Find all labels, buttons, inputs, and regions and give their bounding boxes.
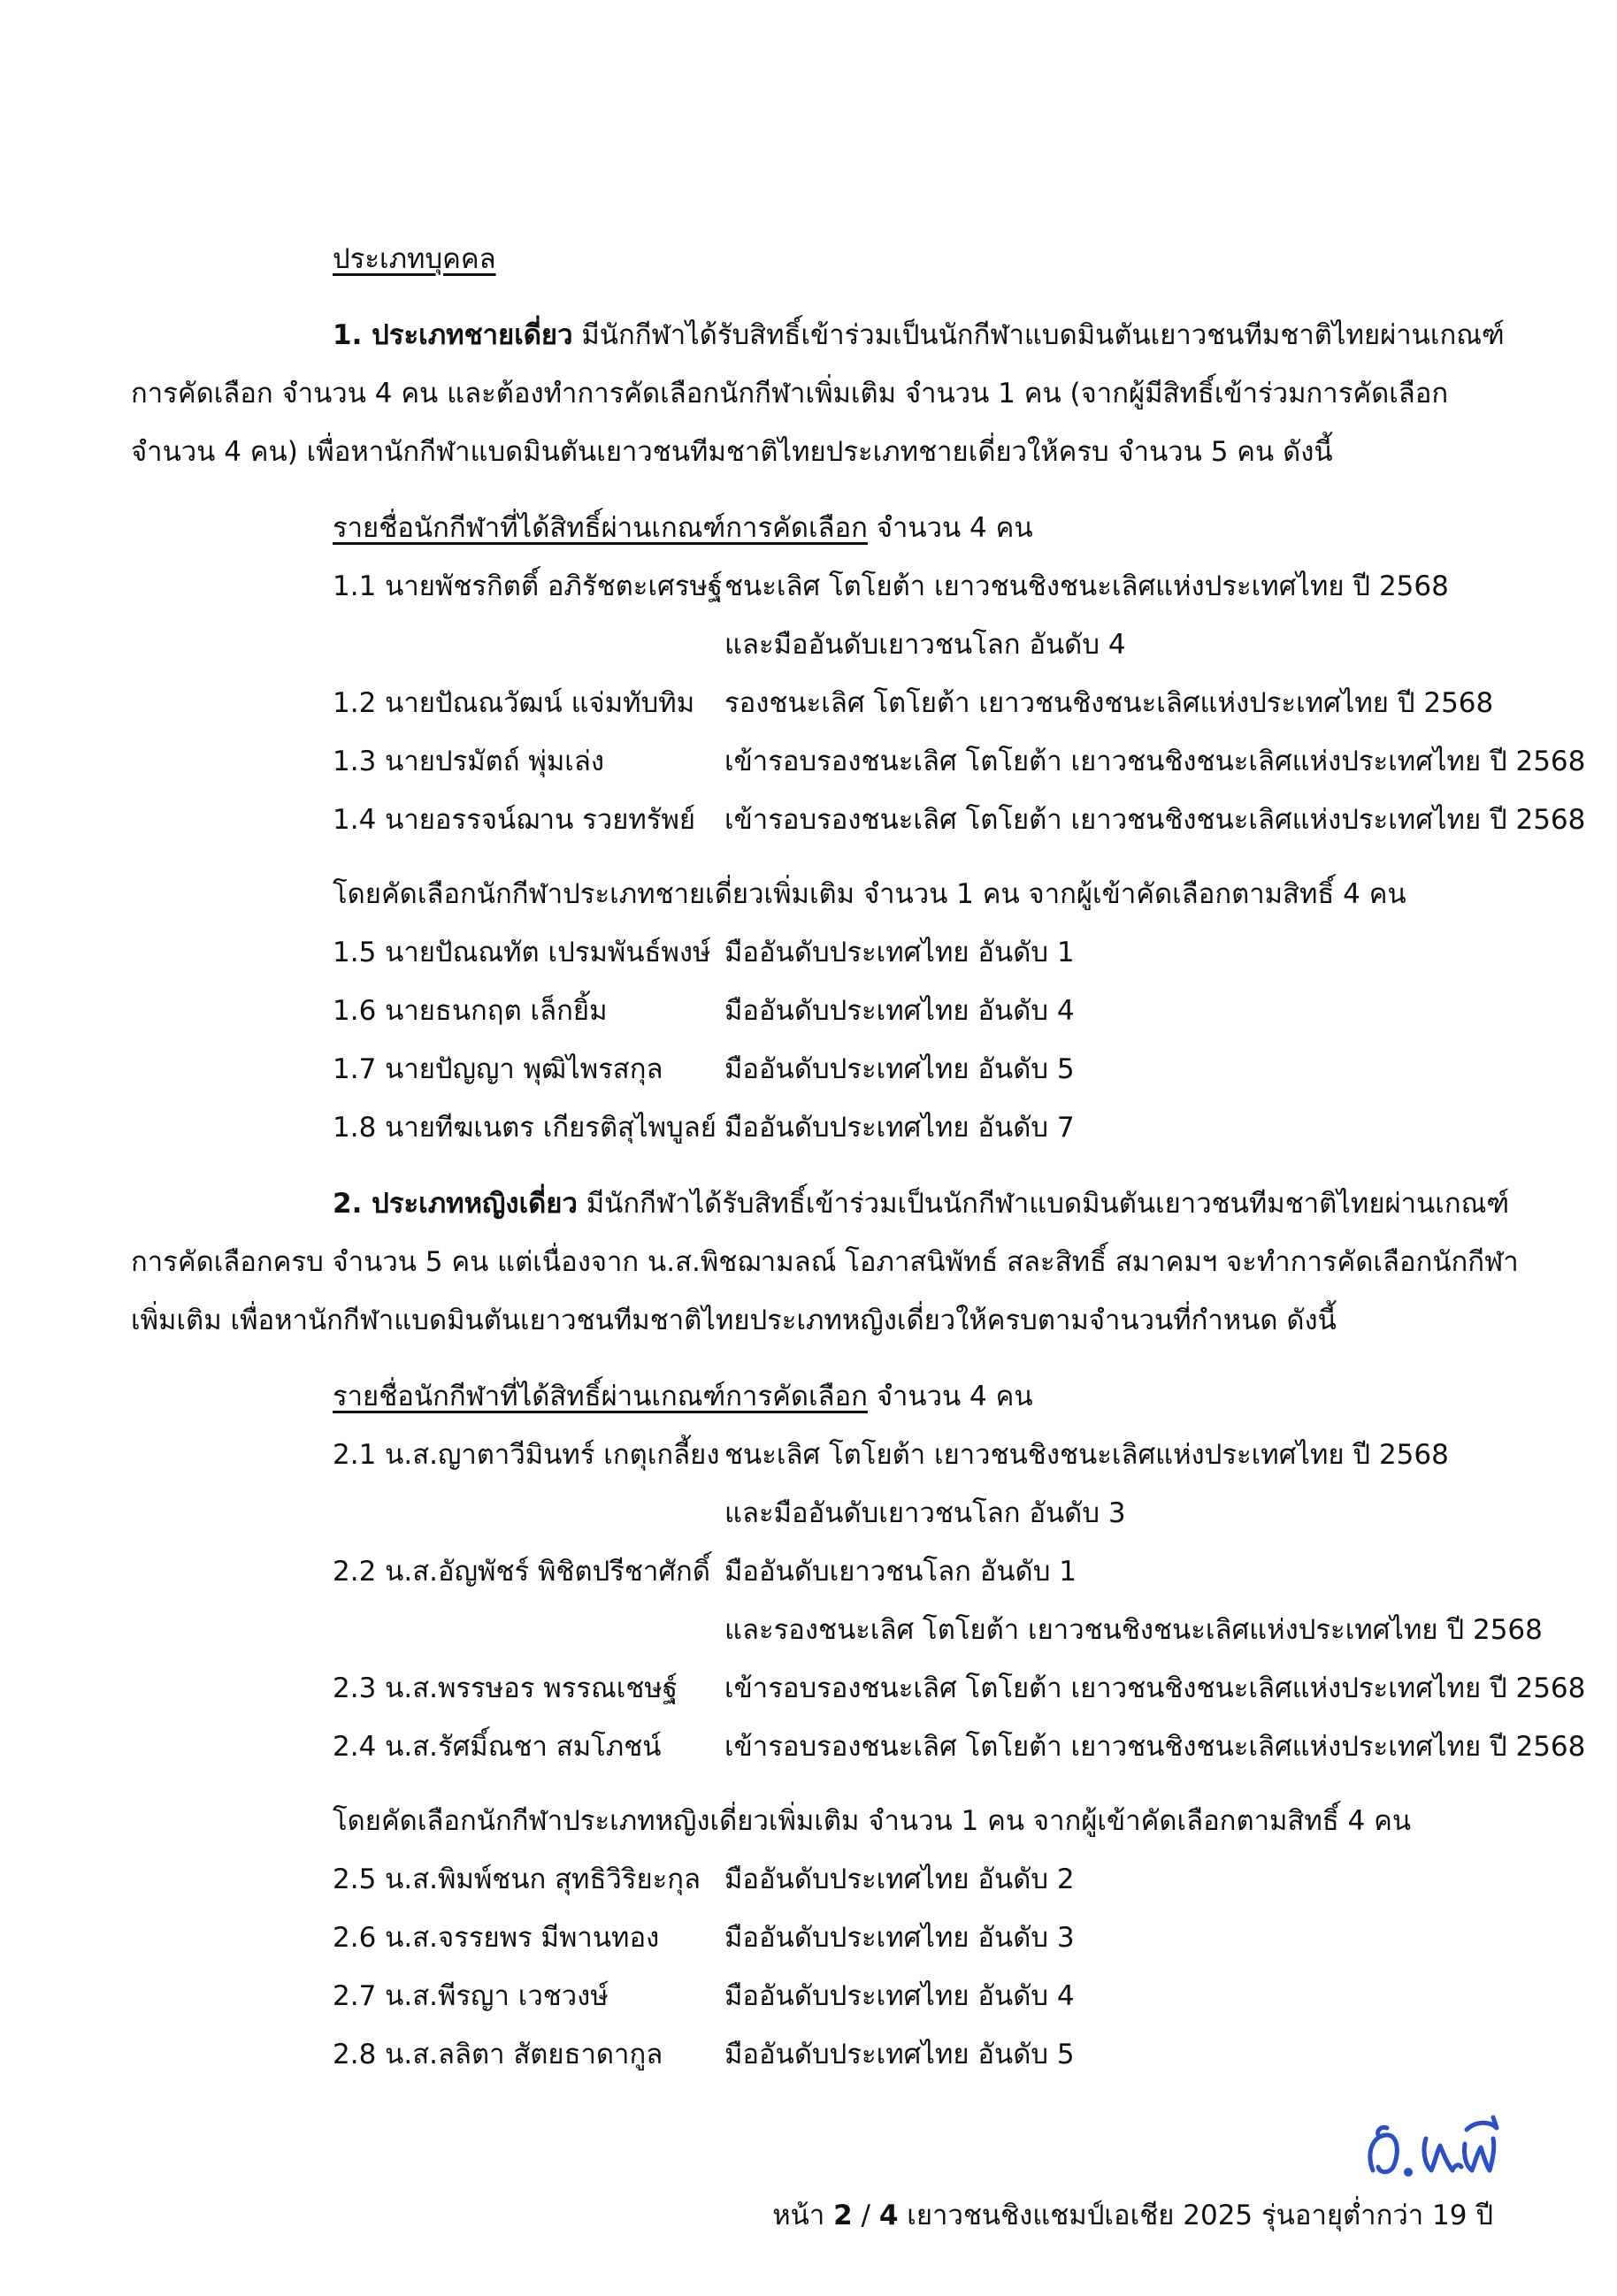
part2-intro-line-3: เพิ่มเติม เพื่อหานักกีฬาแบดมินตันเยาวชนทีมชาติไทยประเภทหญิงเดี่ยวให้ครบตามจำนวนที่กำหนด ดังนี้	[131, 1305, 1337, 1336]
athlete-achievement: เข้ารอบรองชนะเลิศ โตโยต้า เยาวชนชิงชนะเลิศแห่งประเทศไทย ปี 2568	[724, 1672, 1586, 1704]
list-item	[333, 1850, 1536, 1909]
footer-caption: เยาวชนชิงแชมป์เอเชีย 2025 รุ่นอายุต่ำกว่า 19 ปี	[907, 2200, 1493, 2231]
athlete-achievement: ชนะเลิศ โตโยต้า เยาวชนชิงชนะเลิศแห่งประเทศไทย ปี 2568	[724, 1439, 1449, 1471]
part2-extra-intro: โดยคัดเลือกนักกีฬาประเภทหญิงเดี่ยวเพิ่มเติม จำนวน 1 คน จากผู้เข้าคัดเลือกตามสิทธิ์ 4 คน	[333, 1805, 1412, 1837]
athlete-name: 2.2 น.ส.อัญพัชร์ พิชิตปรีชาศักดิ์	[333, 1556, 710, 1588]
list-item	[333, 1909, 1536, 1967]
part2-intro-line-2: การคัดเลือกครบ จำนวน 5 คน แต่เนื่องจาก น.ส.พิชฌามลณ์ โอภาสนิพัทธ์ สละสิทธิ์ สมาคมฯ จะทำการคัดเลือกนักกีฬา	[131, 1246, 1519, 1278]
athlete-achievement: เข้ารอบรองชนะเลิศ โตโยต้า เยาวชนชิงชนะเลิศแห่งประเทศไทย ปี 2568	[724, 1731, 1586, 1763]
athlete-name: 2.5 น.ส.พิมพ์ชนก สุทธิวิริยะกุล	[333, 1864, 701, 1895]
part1-extra-intro: โดยคัดเลือกนักกีฬาประเภทชายเดี่ยวเพิ่มเติม จำนวน 1 คน จากผู้เข้าคัดเลือกตามสิทธิ์ 4 คน	[333, 878, 1406, 910]
athlete-name: 2.3 น.ส.พรรษอร พรรณเชษฐ์	[333, 1672, 678, 1704]
athlete-name: 1.2 นายปัณณวัฒน์ แจ่มทับทิม	[333, 687, 695, 719]
list-item	[333, 1718, 1586, 1776]
page-label: หน้า	[772, 2200, 825, 2231]
list-item	[333, 1967, 1536, 2025]
athlete-name: 1.5 นายปัณณทัต เปรมพันธ์พงษ์	[333, 937, 711, 968]
list-item	[333, 1659, 1586, 1718]
list-item	[333, 732, 1586, 791]
list-item	[333, 982, 1536, 1040]
part2-heading: 2. ประเภทหญิงเดี่ยว	[333, 1188, 578, 1220]
athlete-ranking: มืออันดับประเทศไทย อันดับ 5	[724, 2039, 1075, 2070]
list-item	[333, 1426, 1536, 1484]
page-footer	[772, 2185, 1493, 2246]
athlete-name: 1.3 นายปรมัตถ์ พุ่มเล่ง	[333, 746, 605, 777]
list-item-continuation	[333, 616, 1536, 674]
athlete-achievement: เข้ารอบรองชนะเลิศ โตโยต้า เยาวชนชิงชนะเลิศแห่งประเทศไทย ปี 2568	[724, 746, 1586, 777]
athlete-achievement: รองชนะเลิศ โตโยต้า เยาวชนชิงชนะเลิศแห่งประเทศไทย ปี 2568	[724, 687, 1494, 719]
page-current: 2	[833, 2200, 853, 2231]
athlete-ranking: มืออันดับประเทศไทย อันดับ 5	[724, 1053, 1075, 1085]
section-title: ประเภทบุคคล	[333, 243, 496, 275]
athlete-name: 1.1 นายพัชรกิตติ์ อภิรัชตะเศรษฐ์	[333, 570, 723, 602]
list-item	[333, 791, 1586, 849]
part1-intro-line-2: การคัดเลือก จำนวน 4 คน และต้องทำการคัดเลือกนักกีฬาเพิ่มเติม จำนวน 1 คน (จากผู้มีสิทธิ์เข้าร่วมการคัดเลือก	[131, 378, 1449, 409]
list-item	[333, 2025, 1536, 2084]
athlete-name: 2.7 น.ส.พีรญา เวชวงษ์	[333, 1980, 609, 2012]
athlete-name: 2.1 น.ส.ญาตาวีมินทร์ เกตุเกลี้ยง	[333, 1439, 720, 1471]
athlete-name: 2.8 น.ส.ลลิตา สัตยธาดากูล	[333, 2039, 663, 2070]
handwritten-signature	[1360, 2108, 1502, 2188]
athlete-ranking: มืออันดับประเทศไทย อันดับ 2	[724, 1864, 1075, 1895]
list-item-continuation	[333, 1601, 1543, 1659]
list-item-continuation	[333, 1484, 1536, 1542]
page-total: 4	[878, 2200, 899, 2231]
athlete-ranking: มืออันดับประเทศไทย อันดับ 1	[724, 937, 1075, 968]
athlete-achievement: เข้ารอบรองชนะเลิศ โตโยต้า เยาวชนชิงชนะเลิศแห่งประเทศไทย ปี 2568	[724, 804, 1586, 836]
athlete-achievement: ชนะเลิศ โตโยต้า เยาวชนชิงชนะเลิศแห่งประเทศไทย ปี 2568	[724, 570, 1449, 602]
athlete-name: 1.6 นายธนกฤต เล็กยิ้ม	[333, 995, 608, 1027]
list-item	[333, 1040, 1536, 1098]
athlete-ranking: มืออันดับประเทศไทย อันดับ 7	[724, 1112, 1075, 1144]
athlete-ranking: มืออันดับประเทศไทย อันดับ 3	[724, 1922, 1075, 1954]
list-item	[333, 923, 1536, 982]
athlete-achievement-2: และมืออันดับเยาวชนโลก อันดับ 3	[724, 1497, 1126, 1529]
list-item	[333, 1098, 1536, 1157]
page-separator: /	[861, 2200, 870, 2231]
list-item	[333, 1542, 1536, 1601]
list-item	[333, 674, 1536, 732]
part1-heading: 1. ประเภทชายเดี่ยว	[333, 319, 573, 351]
part1-qualified-title: รายชื่อนักกีฬาที่ได้สิทธิ์ผ่านเกณฑ์การคัดเลือก จำนวน 4 คน	[333, 512, 1033, 544]
athlete-achievement-2: และรองชนะเลิศ โตโยต้า เยาวชนชิงชนะเลิศแห่งประเทศไทย ปี 2568	[724, 1614, 1543, 1646]
part2-intro-line-1: 2. ประเภทหญิงเดี่ยว มีนักกีฬาได้รับสิทธิ์เข้าร่วมเป็นนักกีฬาแบดมินตันเยาวชนทีมชาติไทยผ่านเกณฑ์	[333, 1188, 1510, 1220]
athlete-achievement-2: และมืออันดับเยาวชนโลก อันดับ 4	[724, 629, 1126, 661]
athlete-name: 1.4 นายอรรจน์ฌาน รวยทรัพย์	[333, 804, 696, 836]
athlete-ranking: มืออันดับประเทศไทย อันดับ 4	[724, 995, 1075, 1027]
athlete-ranking: มืออันดับประเทศไทย อันดับ 4	[724, 1980, 1075, 2012]
athlete-name: 2.4 น.ส.รัศมิ์ณชา สมโภชน์	[333, 1731, 662, 1763]
athlete-name: 1.8 นายทีฆเนตร เกียรติสุไพบูลย์	[333, 1112, 717, 1144]
part1-intro-line-1: 1. ประเภทชายเดี่ยว มีนักกีฬาได้รับสิทธิ์เข้าร่วมเป็นนักกีฬาแบดมินตันเยาวชนทีมชาติไทยผ่านเกณฑ์	[333, 319, 1505, 351]
list-item	[333, 557, 1536, 616]
athlete-name: 2.6 น.ส.จรรยพร มีพานทอง	[333, 1922, 660, 1954]
athlete-achievement: มืออันดับเยาวชนโลก อันดับ 1	[724, 1556, 1077, 1588]
part2-qualified-title: รายชื่อนักกีฬาที่ได้สิทธิ์ผ่านเกณฑ์การคัดเลือก จำนวน 4 คน	[333, 1381, 1033, 1412]
athlete-name: 1.7 นายปัญญา พุฒิไพรสกุล	[333, 1053, 663, 1085]
part1-intro-line-3: จำนวน 4 คน) เพื่อหานักกีฬาแบดมินตันเยาวชนทีมชาติไทยประเภทชายเดี่ยวให้ครบ จำนวน 5 คน ดังนี้	[131, 436, 1333, 468]
